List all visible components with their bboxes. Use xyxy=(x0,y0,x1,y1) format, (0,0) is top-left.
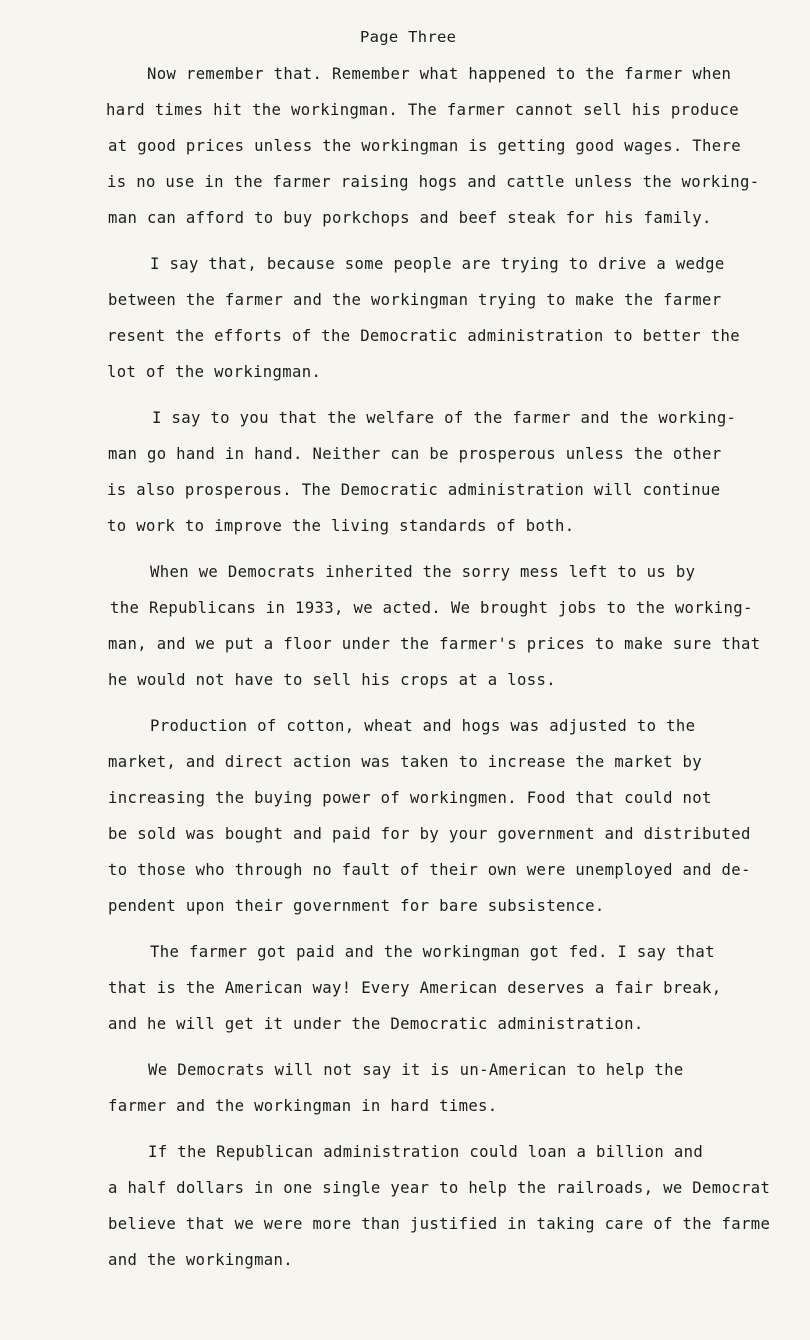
text-line: hard times hit the workingman. The farmer cannot sell his produce xyxy=(106,101,739,119)
text-line: a half dollars in one single year to help the railroads, we Democrat xyxy=(108,1179,771,1197)
text-line: resent the efforts of the Democratic administration to better the xyxy=(107,327,740,345)
text-line: and he will get it under the Democratic administration. xyxy=(108,1015,644,1033)
text-line: Now remember that. Remember what happened to the farmer when xyxy=(147,65,732,83)
text-line: man, and we put a floor under the farmer's prices to make sure that xyxy=(108,635,761,653)
text-line: he would not have to sell his crops at a loss. xyxy=(108,671,556,689)
text-line: man go hand in hand. Neither can be prosperous unless the other xyxy=(108,445,722,463)
text-line: to those who through no fault of their own were unemployed and de- xyxy=(108,861,751,879)
text-line: When we Democrats inherited the sorry mess left to us by xyxy=(150,563,696,581)
text-line: man can afford to buy porkchops and beef steak for his family. xyxy=(108,209,712,227)
text-line: The farmer got paid and the workingman got fed. I say that xyxy=(150,943,715,961)
text-line: Production of cotton, wheat and hogs was adjusted to the xyxy=(150,717,696,735)
text-line: between the farmer and the workingman trying to make the farmer xyxy=(108,291,722,309)
text-line: increasing the buying power of workingmen. Food that could not xyxy=(108,789,712,807)
text-line: be sold was bought and paid for by your government and distributed xyxy=(108,825,751,843)
text-line: farmer and the workingman in hard times. xyxy=(108,1097,498,1115)
text-line: to work to improve the living standards of both. xyxy=(107,517,575,535)
text-line: and the workingman. xyxy=(108,1251,294,1269)
text-line: the Republicans in 1933, we acted. We brought jobs to the working- xyxy=(110,599,753,617)
text-line: that is the American way! Every American deserves a fair break, xyxy=(108,979,722,997)
text-line: is also prosperous. The Democratic administration will continue xyxy=(107,481,721,499)
text-line: market, and direct action was taken to increase the market by xyxy=(108,753,703,771)
text-line: If the Republican administration could loan a billion and xyxy=(148,1143,704,1161)
text-line: I say to you that the welfare of the farmer and the working- xyxy=(152,409,737,427)
page-heading: Page Three xyxy=(360,28,457,46)
text-line: pendent upon their government for bare subsistence. xyxy=(108,897,605,915)
text-line: I say that, because some people are trying to drive a wedge xyxy=(150,255,725,273)
text-line: is no use in the farmer raising hogs and cattle unless the working- xyxy=(107,173,760,191)
text-line: at good prices unless the workingman is getting good wages. There xyxy=(108,137,741,155)
text-line: lot of the workingman. xyxy=(107,363,322,381)
text-line: We Democrats will not say it is un-American to help the xyxy=(148,1061,684,1079)
text-line: believe that we were more than justified in taking care of the farme xyxy=(108,1215,771,1233)
